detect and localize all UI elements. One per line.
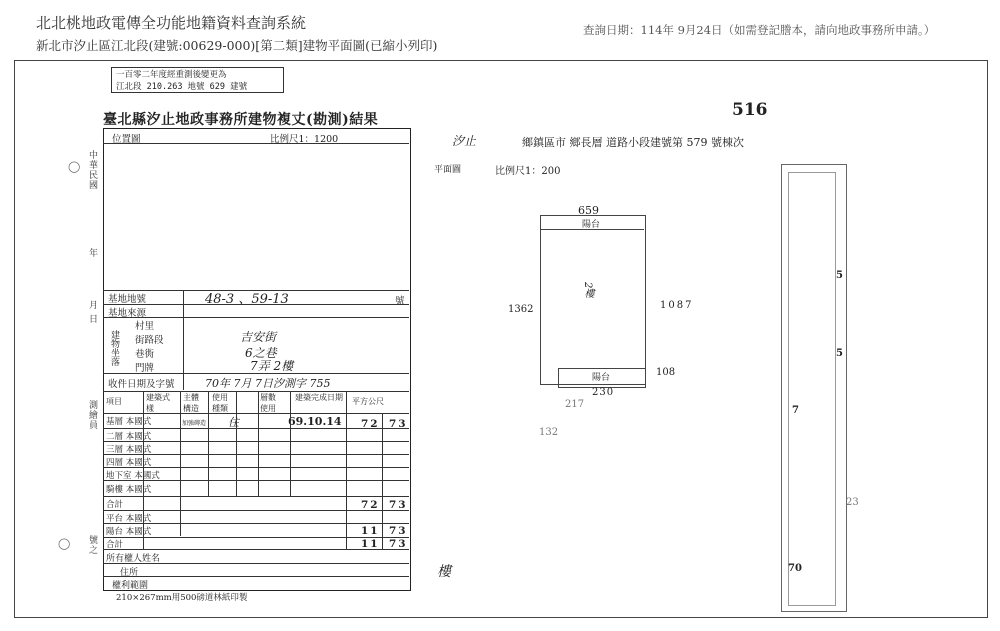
door-value: 7弄 2樓 <box>250 359 294 373</box>
form-divider <box>103 467 409 468</box>
form-divider <box>103 304 409 305</box>
elevation-inner <box>788 172 836 606</box>
side-label-signature: 號之 <box>87 535 97 555</box>
plan-label: 平面圖 <box>434 165 462 175</box>
plan-room: 2樓 <box>582 282 593 299</box>
floor-structure: 加強磚造 <box>182 420 207 427</box>
floor-row: 地下室 本國式 <box>106 471 160 481</box>
row-label-street: 街路段 <box>135 335 164 346</box>
side-label-roc: 中華民國 <box>87 150 97 190</box>
alley-value: 6之巷 <box>245 346 277 360</box>
side-label-year: 年 <box>87 248 97 258</box>
plan-bottom-dim: 230 <box>592 387 615 398</box>
balcony-dec: 73 <box>389 525 408 537</box>
plan-small-dim1: 108 <box>656 367 676 378</box>
query-date: 查詢日期：114年 9月24日（如需登記謄本，請向地政事務所申請。） <box>583 23 936 37</box>
form-vline <box>346 391 347 549</box>
form-title: 臺北縣汐止地政事務所建物複丈(勘測)結果 <box>103 112 379 128</box>
floor-row: 二層 本國式 <box>106 432 152 442</box>
plan-floor-label: 樓 <box>437 564 451 580</box>
elevation-mark: 70 <box>788 563 802 574</box>
form-divider <box>103 496 409 497</box>
form-divider <box>103 510 409 511</box>
floor-row: 基層 本國式 <box>106 417 152 427</box>
floor-use: 住 <box>228 416 239 429</box>
plan-left-dim: 1362 <box>508 304 534 315</box>
form-scale: 比例尺1：1200 <box>270 134 339 145</box>
floor-area-int: 72 <box>361 418 380 430</box>
floor-row: 三層 本國式 <box>106 445 152 455</box>
building-location-label: 建物坐落 <box>109 330 119 366</box>
binding-hole: ◯ <box>68 160 81 173</box>
elevation-mark: 5 <box>836 348 843 359</box>
plan-right-dim: 1087 <box>660 300 694 311</box>
header-title: 北北桃地政電傳全功能地籍資料查詢系統 <box>36 14 307 32</box>
form-divider <box>103 480 409 481</box>
form-divider <box>103 549 409 550</box>
form-vline <box>183 290 184 390</box>
balcony-label: 陽台 本國式 <box>106 527 152 537</box>
address-label: 住所 <box>120 568 139 578</box>
row-label-door: 門牌 <box>135 363 155 374</box>
form-divider <box>103 454 409 455</box>
plan-header: 鄉鎮區市 鄉長層 道路小段建號第 579 號棟次 <box>522 136 744 149</box>
form-divider <box>103 373 409 374</box>
plan-balcony-top: 陽台 <box>582 220 601 230</box>
plan-small-dim3: 132 <box>539 427 559 438</box>
owner-label: 所有權人姓名 <box>106 554 161 564</box>
street-value: 吉安街 <box>240 330 277 344</box>
stamp-line2: 江北段 210.263 地號 629 建號 <box>116 82 248 92</box>
total1-label: 合計 <box>106 500 124 510</box>
receipt-value: 70年 7月 7日汐測字 755 <box>205 377 331 390</box>
floor-row: 四層 本國式 <box>106 458 152 468</box>
form-divider <box>103 428 409 429</box>
row-label-village: 村里 <box>135 321 155 332</box>
form-divider <box>103 523 409 524</box>
location-map-label: 位置圖 <box>112 134 141 145</box>
th-style: 建築式樣 <box>146 393 170 413</box>
total2-dec: 73 <box>389 538 408 550</box>
form-vline <box>258 391 259 496</box>
plan-top-dim: 659 <box>578 204 599 217</box>
total2-label: 合計 <box>106 540 124 550</box>
th-area: 平方公尺 <box>352 397 384 406</box>
row-label-land-source: 基地來源 <box>108 308 147 319</box>
form-vline <box>143 391 144 549</box>
land-number-value: 48-3 、59-13 <box>205 292 289 307</box>
th-structure: 主體構造 <box>183 393 199 413</box>
form-divider <box>103 413 409 414</box>
form-vline <box>290 391 291 496</box>
row-label-land-number: 基地地號 <box>108 294 147 305</box>
form-divider <box>103 143 409 144</box>
form-divider <box>103 441 409 442</box>
hao-label: 號 <box>395 296 405 307</box>
footer-note: 210×267mm用500磅道林紙印製 <box>116 593 248 603</box>
plan-small-dim2: 217 <box>565 399 585 410</box>
form-divider <box>103 563 409 564</box>
revision-stamp <box>111 67 284 93</box>
plan-number: 516 <box>732 100 768 120</box>
floor-row: 騎樓 本國式 <box>106 485 152 495</box>
th-date: 建築完成日期 <box>295 393 343 402</box>
platform-label: 平台 本國式 <box>106 514 152 524</box>
balcony-int: 11 <box>361 525 380 537</box>
th-use: 使用種類 <box>212 393 228 413</box>
rights-label: 權利範圍 <box>112 581 149 591</box>
floor-area-dec: 73 <box>389 418 408 430</box>
binding-hole: ◯ <box>58 537 71 550</box>
row-label-receipt: 收件日期及字號 <box>108 379 175 390</box>
th-item: 項目 <box>106 397 122 406</box>
form-vline <box>236 391 237 496</box>
floor-date: 69.10.14 <box>288 415 342 428</box>
side-label-month-day: 月 日 <box>87 300 97 324</box>
elevation-mark: 5 <box>836 270 843 281</box>
plan-balcony-bottom: 陽台 <box>592 373 611 383</box>
elevation-mark: 7 <box>792 405 799 416</box>
form-vline <box>208 391 209 496</box>
form-vline <box>180 391 181 536</box>
total2-int: 11 <box>361 538 380 550</box>
plan-scale: 比例尺1：200 <box>495 166 561 177</box>
total1-dec: 73 <box>389 499 408 511</box>
form-divider <box>103 576 409 577</box>
stamp-line1: 一百零二年度經重測後變更為 <box>116 70 227 80</box>
elevation-mark: 23 <box>846 497 859 508</box>
th-floors: 層數使用 <box>260 393 276 413</box>
header-subtitle: 新北市汐止區江北段(建號:00629-000)[第二類]建物平面圖(已縮小列印) <box>36 38 438 53</box>
side-label-survey: 測繪員 <box>87 400 97 430</box>
form-vline <box>382 413 383 549</box>
total1-int: 72 <box>361 499 380 511</box>
plan-outline <box>540 215 646 385</box>
plan-district: 汐止 <box>452 134 477 148</box>
row-label-alley: 巷衖 <box>135 349 155 360</box>
